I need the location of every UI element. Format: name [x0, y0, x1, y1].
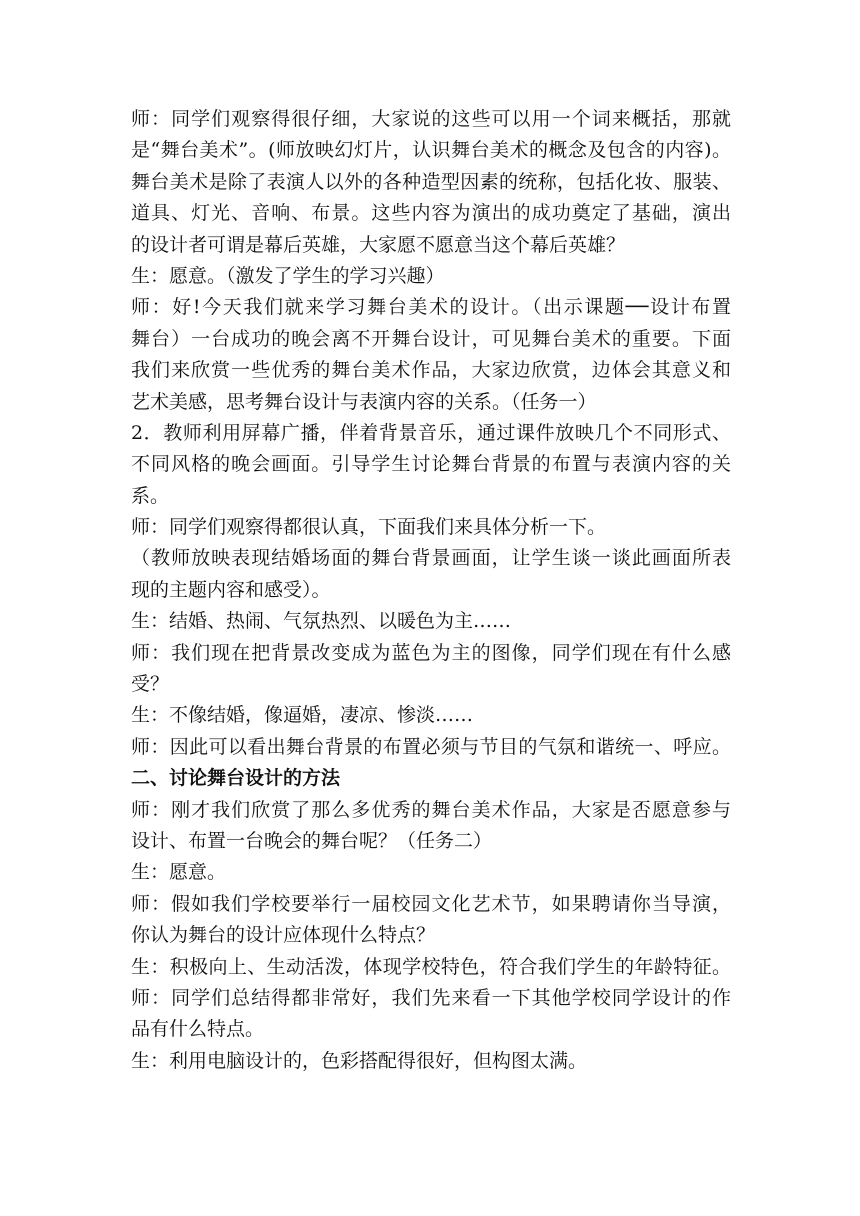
paragraph-line: 受？	[131, 673, 170, 696]
paragraph-line: 系。	[131, 484, 170, 507]
paragraph-line: 师：假如我们学校要举行一届校园文化艺术节，如果聘请你当导演，	[131, 892, 731, 915]
paragraph-line: 设计、布置一台晚会的舞台呢？（任务二）	[131, 829, 493, 852]
paragraph-line: 2．教师利用屏幕广播，伴着背景音乐，通过课件放映几个不同形式、	[131, 421, 731, 444]
paragraph-line: 生：结婚、热闹、气氛热烈、以暖色为主……	[131, 610, 512, 633]
paragraph-line: 生：愿意。	[131, 861, 227, 884]
paragraph-line: 师：我们现在把背景改变成为蓝色为主的图像，同学们现在有什么感	[131, 641, 731, 664]
paragraph-line: 师：刚才我们欣赏了那么多优秀的舞台美术作品，大家是否愿意参与	[131, 798, 731, 821]
paragraph-line: 生：不像结婚，像逼婚，凄凉、惨淡……	[131, 704, 474, 727]
paragraph-line: 舞台美术是除了表演人以外的各种造型因素的统称，包括化妆、服装、	[131, 170, 731, 193]
paragraph-line: 师：因此可以看出舞台背景的布置必须与节目的气氛和谐统一、呼应。	[131, 735, 731, 758]
paragraph-line: 的设计者可谓是幕后英雄，大家愿不愿意当这个幕后英雄？	[131, 233, 626, 256]
paragraph-line: 师：同学们观察得都很认真，下面我们来具体分析一下。	[131, 516, 607, 539]
document-body	[131, 104, 731, 1077]
paragraph-line: 生：利用电脑设计的，色彩搭配得很好，但构图太满。	[131, 1049, 588, 1072]
paragraph-line: 现的主题内容和感受）。	[131, 578, 331, 601]
paragraph-line: 你认为舞台的设计应体现什么特点？	[131, 924, 436, 947]
paragraph-line: 是“舞台美术”。(师放映幻灯片，认识舞台美术的概念及包含的内容)。	[131, 139, 731, 162]
paragraph-line: 艺术美感，思考舞台设计与表演内容的关系。（任务一）	[131, 390, 597, 413]
section-heading: 二、讨论舞台设计的方法	[131, 767, 341, 790]
paragraph-line: 道具、灯光、音响、布景。这些内容为演出的成功奠定了基础，演出	[131, 202, 731, 225]
paragraph-line: 生：愿意。（激发了学生的学习兴趣）	[131, 264, 445, 287]
paragraph-line: 不同风格的晚会画面。引导学生讨论舞台背景的布置与表演内容的关	[131, 453, 731, 476]
paragraph-line: 师：好!今天我们就来学习舞台美术的设计。（出示课题──设计布置	[131, 296, 731, 319]
paragraph-line: 生：积极向上、生动活泼，体现学校特色，符合我们学生的年龄特征。	[131, 955, 731, 978]
paragraph-line: 师：同学们观察得很仔细，大家说的这些可以用一个词来概括，那就	[131, 108, 731, 130]
paragraph-line: 师：同学们总结得都非常好，我们先来看一下其他学校同学设计的作	[131, 986, 731, 1009]
paragraph-line: 品有什么特点。	[131, 1018, 265, 1041]
paragraph-line: 舞台）一台成功的晚会离不开舞台设计，可见舞台美术的重要。下面	[131, 327, 731, 350]
paragraph-line: 我们来欣赏一些优秀的舞台美术作品，大家边欣赏，边体会其意义和	[131, 359, 731, 382]
paragraph-line: （教师放映表现结婚场面的舞台背景画面，让学生谈一谈此画面所表	[131, 547, 731, 570]
